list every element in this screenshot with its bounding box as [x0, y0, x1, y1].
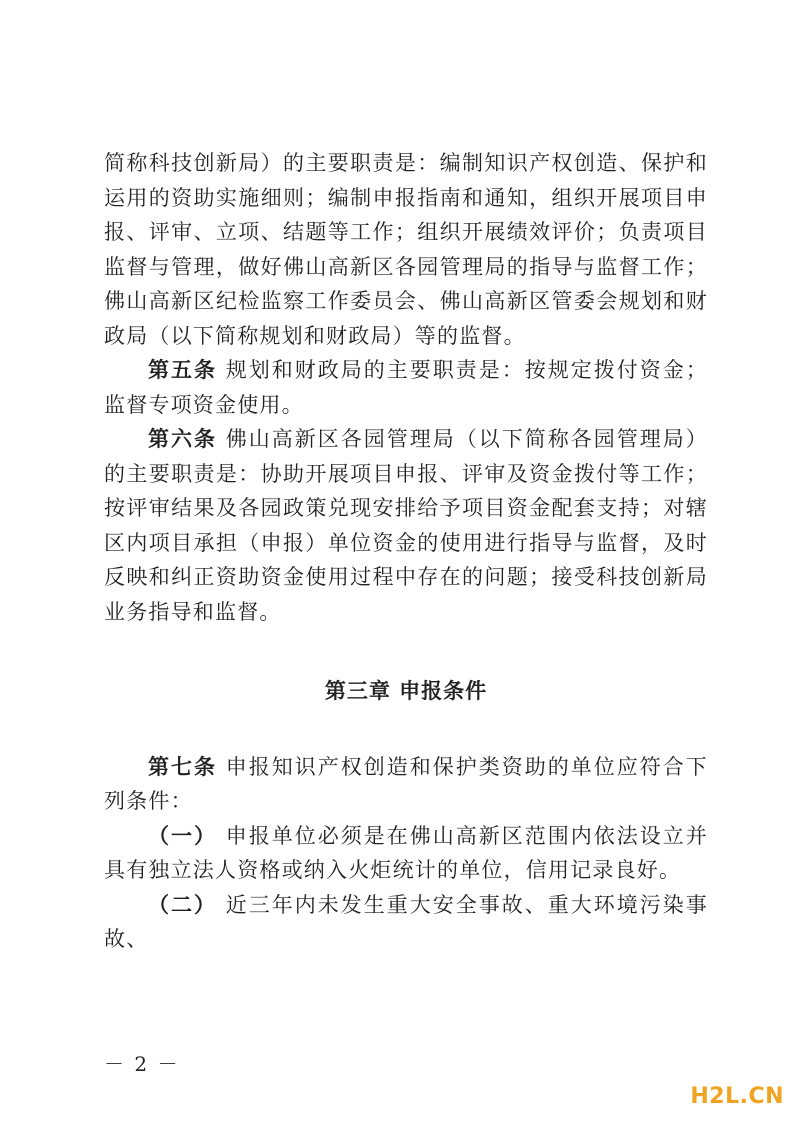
article-5 — [104, 353, 708, 422]
item-2 — [104, 888, 708, 957]
article-6-label: 第六条 — [148, 427, 218, 451]
chapter-heading: 第三章 申报条件 — [324, 679, 488, 703]
article-7 — [104, 750, 708, 819]
article-7-text: 申报知识产权创造和保护类资助的单位应符合下列条件： — [104, 754, 708, 813]
intro-text: 简称科技创新局）的主要职责是：编制知识产权创造、保护和运用的资助实施细则；编制申报指南和通知，组织开展项目申报、评审、立项、结题等工作；组织开展绩效评价；负责项目监督与管理，做好佛山高新区各园管理局的指导与监督工作；佛山高新区纪检监察工作委员会、佛山高新区管委会规划和财政局（以下简称规划和财政局）等的监督。 — [104, 151, 708, 348]
page-number: － 2 － — [104, 1052, 180, 1076]
article-7-label: 第七条 — [148, 754, 218, 779]
article-5-text: 规划和财政局的主要职责是：按规定拨付资金；监督专项资金使用。 — [104, 358, 708, 417]
item-2-text: 近三年内未发生重大安全事故、重大环境污染事故、 — [104, 892, 708, 951]
article-5-label: 第五条 — [148, 358, 218, 382]
watermark-logo: H2L.CN — [690, 1084, 784, 1109]
item-1-text: 申报单位必须是在佛山高新区范围内依法设立并具有独立法人资格或纳入火炬统计的单位，信用记录良好。 — [104, 823, 708, 882]
item-1 — [104, 819, 708, 888]
item-1-label: （一） — [148, 823, 218, 848]
item-2-label: （二） — [148, 892, 218, 917]
article-6-text: 佛山高新区各园管理局（以下简称各园管理局）的主要职责是：协助开展项目申报、评审及资金拨付等工作；按评审结果及各园政策兑现安排给予项目资金配套支持；对辖区内项目承担（申报）单位资金的使用进行指导与监督，及时反映和纠正资助资金使用过程中存在的问题；接受科技创新局业务指导和监督。 — [104, 427, 708, 624]
document-body — [104, 146, 708, 957]
intro-paragraph — [104, 146, 708, 353]
article-6 — [104, 422, 708, 629]
